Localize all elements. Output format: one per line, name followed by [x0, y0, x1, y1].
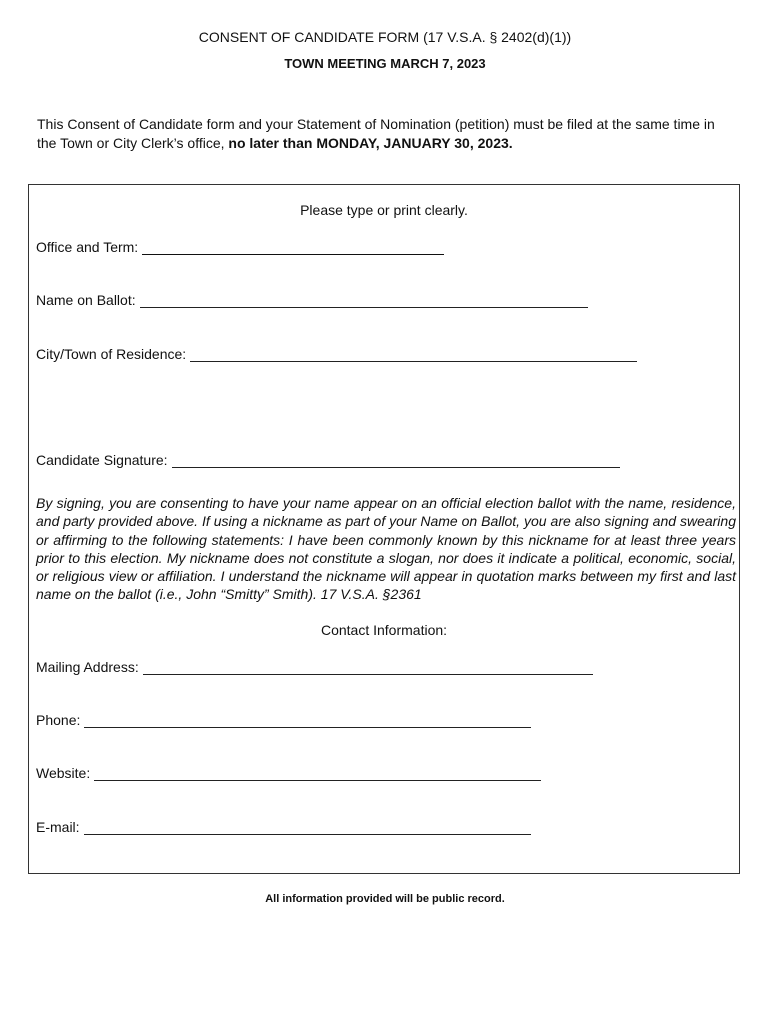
signature-field[interactable]	[36, 452, 620, 468]
email-line[interactable]	[84, 820, 531, 835]
phone-label: Phone:	[36, 712, 81, 728]
filing-instructions-text: This Consent of Candidate form and your Statement of Nomination (petition) must be filed at the same time in the Town or City Clerk’s office,	[37, 116, 715, 151]
mailing-address-label: Mailing Address:	[36, 659, 139, 675]
email-field[interactable]	[36, 819, 531, 835]
office-term-field[interactable]	[36, 239, 444, 255]
filing-deadline: no later than MONDAY, JANUARY 30, 2023.	[228, 135, 513, 151]
contact-heading: Contact Information:	[320, 622, 448, 638]
office-term-line[interactable]	[142, 240, 444, 255]
website-label: Website:	[36, 765, 91, 781]
mailing-address-line[interactable]	[143, 660, 593, 675]
signature-label: Candidate Signature:	[36, 452, 168, 468]
residence-label: City/Town of Residence:	[36, 346, 187, 362]
residence-line[interactable]	[190, 347, 637, 362]
form-title: CONSENT OF CANDIDATE FORM (17 V.S.A. § 2402(d)(1))	[198, 29, 572, 45]
website-line[interactable]	[94, 766, 541, 781]
mailing-address-field[interactable]	[36, 659, 593, 675]
website-field[interactable]	[36, 765, 541, 781]
phone-line[interactable]	[84, 713, 531, 728]
public-record-note: All information provided will be public record.	[265, 893, 505, 905]
residence-field[interactable]	[36, 346, 637, 362]
signature-line[interactable]	[172, 453, 620, 468]
meeting-date-heading: TOWN MEETING MARCH 7, 2023	[284, 56, 486, 71]
consent-statement: By signing, you are consenting to have your name appear on an official election ballot with the name, residence, and party provided above. If using a nickname as part of your Name on Ballot, you are also signing and swearing or affirming to the following statements: I have been commonly known by this nickname for at least three years prior to this election. My nickname does not constitute a slogan, nor does it indicate a political, economic, social, or religious view or affiliation. I understand the nickname will appear in quotation marks between my first and last name on the ballot (i.e., John “Smitty” Smith). 17 V.S.A. §2361	[36, 495, 736, 603]
name-on-ballot-label: Name on Ballot:	[36, 292, 136, 308]
email-label: E-mail:	[36, 819, 80, 835]
phone-field[interactable]	[36, 712, 531, 728]
name-on-ballot-field[interactable]	[36, 292, 588, 308]
name-on-ballot-line[interactable]	[140, 293, 588, 308]
office-term-label: Office and Term:	[36, 239, 139, 255]
print-instruction: Please type or print clearly.	[300, 202, 468, 218]
filing-instructions	[37, 115, 737, 153]
